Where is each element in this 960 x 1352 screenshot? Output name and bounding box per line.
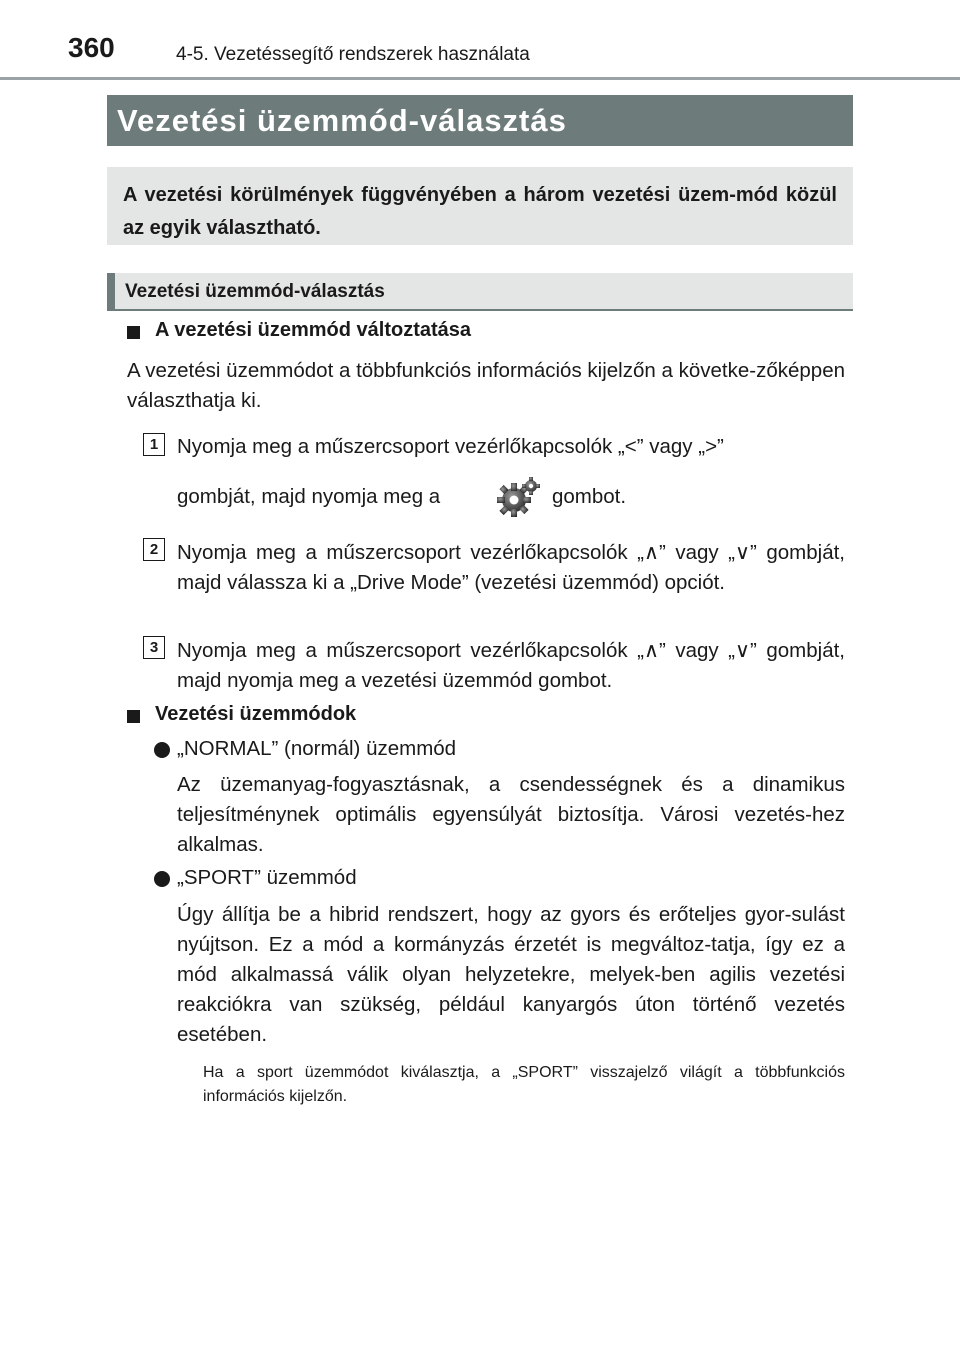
step-number: 1 (143, 433, 165, 456)
page-number: 360 (68, 32, 115, 63)
section-title: Vezetési üzemmód-választás (107, 273, 853, 311)
bullet-dot-icon (154, 871, 170, 887)
step-2-text: Nyomja meg a műszercsoport vezérlőkapcsolók „∧” vagy „∨” gombját, majd válassza ki a „Drive Mode” (vezetési üzemmód) opciót. (177, 541, 845, 594)
step-1-line-1: Nyomja meg a műszercsoport vezérlőkapcsolók „<” vagy „>” (177, 435, 724, 458)
mode-sport-text: Úgy állítja be a hibrid rendszert, hogy az gyors és erőteljes gyor-sulást nyújtson. Ez a mód a kormányzás érzetét is megváltoz-tatja, így ez a mód alkalmassá válik olyan helyzetekre, melyek-ben agilis vezetési reakciókra van szükség, például kanyargós úton történő vezetés esetében. (177, 903, 845, 1046)
step-1-line-2: gombját, majd nyomja meg a (177, 485, 441, 508)
mode-normal-text: Az üzemanyag-fogyasztásnak, a csendességnek és a dinamikus teljesítménynek optimális egyensúlyát biztosítja. Városi vezetés-hez alkalmas. (177, 773, 845, 856)
mode-normal-title: „NORMAL” (normál) üzemmód (177, 737, 457, 760)
step-3-text: Nyomja meg a műszercsoport vezérlőkapcsolók „∧” vagy „∨” gombját, majd nyomja meg a vezetési üzemmód gombot. (177, 639, 845, 692)
intro-box: A vezetési körülmények függvényében a három vezetési üzem-mód közül az egyik választható. (107, 167, 853, 245)
page-header (0, 0, 960, 80)
chapter-title: 4-5. Vezetéssegítő rendszerek használata (176, 44, 530, 65)
page-title: Vezetési üzemmód-választás (107, 95, 853, 146)
gear-icon (494, 476, 542, 520)
square-bullet-icon (127, 326, 140, 339)
change-mode-text: A vezetési üzemmódot a többfunkciós információs kijelzőn a követke-zőképpen választhatja ki. (127, 359, 845, 412)
bullet-dot-icon (154, 742, 170, 758)
change-mode-heading: A vezetési üzemmód változtatása (155, 319, 472, 341)
square-bullet-icon (127, 710, 140, 723)
sport-note: Ha a sport üzemmódot kiválasztja, a „SPORT” visszajelző világít a többfunkciós információs kijelzőn. (203, 1064, 845, 1105)
step-number: 2 (143, 538, 165, 561)
step-1-line-2-end: gombot. (552, 485, 627, 508)
step-number: 3 (143, 636, 165, 659)
mode-sport-title: „SPORT” üzemmód (177, 866, 357, 889)
modes-heading: Vezetési üzemmódok (155, 703, 357, 725)
header-divider (0, 77, 960, 80)
